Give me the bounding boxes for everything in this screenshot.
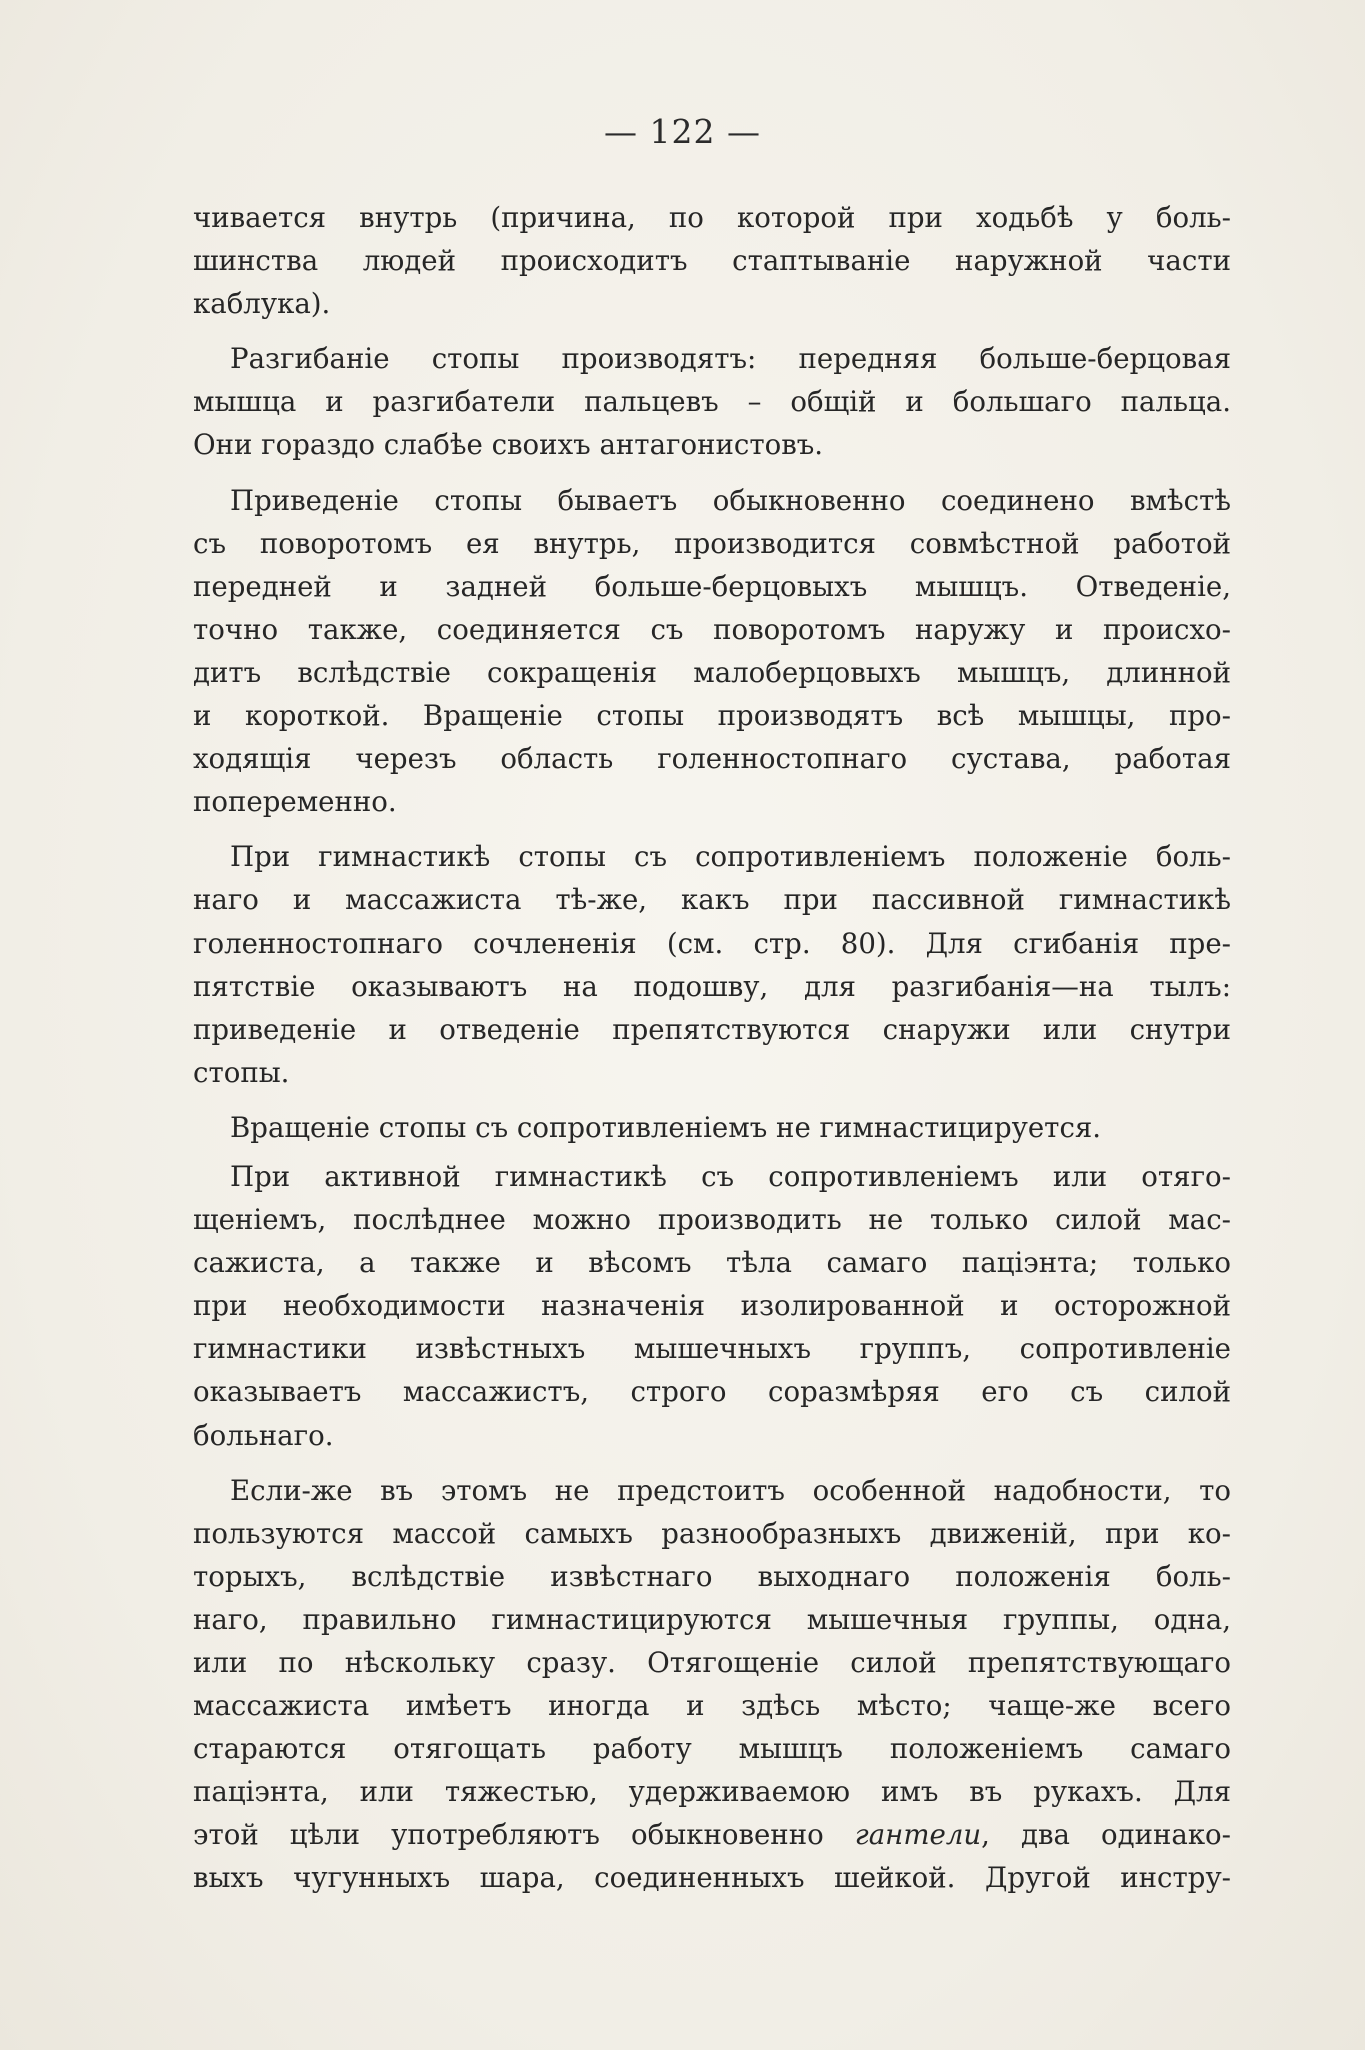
text-line: дитъ вслѣдствіе сокращенія малоберцовыхъ мышцъ, длинной — [193, 655, 1231, 689]
text-line: приведеніе и отведеніе препятствуются снаружи или снутри — [193, 1012, 1231, 1046]
text-line: пользуются массой самыхъ разнообразныхъ движеній, при ко- — [193, 1516, 1231, 1550]
text-line: Приведеніе стопы бываетъ обыкновенно соединено вмѣстѣ — [230, 483, 1231, 517]
text-line: или по нѣскольку сразу. Отягощеніе силой препятствующаго — [193, 1646, 1231, 1679]
text-line: попеременно. — [193, 785, 397, 819]
text-line: Вращеніе стопы съ сопротивленіемъ не гимнастицируется. — [230, 1110, 1102, 1144]
text-line: чивается внутрь (причина, по которой при ходьбѣ у боль- — [193, 201, 1231, 234]
text-fragment: , два одинако- — [981, 1818, 1231, 1852]
text-line: съ поворотомъ ея внутрь, производится совмѣстной работой — [193, 526, 1231, 560]
text-line: гимнастики извѣстныхъ мышечныхъ группъ, сопротивленіе — [193, 1332, 1231, 1366]
text-line: При активной гимнастикѣ съ сопротивленіемъ или отяго- — [230, 1159, 1231, 1193]
text-line: мышца и разгибатели пальцевъ – общій и большаго пальца. — [193, 385, 1231, 419]
text-line: стараются отягощать работу мышцъ положеніемъ самаго — [193, 1732, 1231, 1766]
text-line: Разгибаніе стопы производятъ: передняя больше-берцовая — [230, 342, 1231, 376]
text-line: и короткой. Вращеніе стопы производятъ всѣ мышцы, про- — [193, 699, 1231, 733]
text-line: торыхъ, вслѣдствіе извѣстнаго выходнаго положенія боль- — [193, 1559, 1231, 1593]
page-number: — 122 — — [604, 112, 761, 151]
text-line: щеніемъ, послѣднее можно производить не только силой мас- — [193, 1203, 1231, 1237]
italic-term: гантели — [854, 1818, 982, 1852]
text-line: сажиста, а также и вѣсомъ тѣла самаго паціэнта; только — [193, 1246, 1231, 1280]
text-fragment: этой цѣли употребляютъ обыкновенно — [193, 1818, 824, 1852]
text-line: массажиста имѣетъ иногда и здѣсь мѣсто; чаще-же всего — [193, 1689, 1231, 1723]
text-line: оказываетъ массажистъ, строго соразмѣряя его съ силой — [193, 1375, 1231, 1409]
text-line: шинства людей происходитъ стаптываніе наружной части — [193, 244, 1231, 278]
text-line: наго, правильно гимнастицируются мышечныя группы, одна, — [193, 1602, 1231, 1636]
text-line: пятствіе оказываютъ на подошву, для разгибанія—на тылъ: — [193, 969, 1231, 1003]
text-line: голенностопнаго сочлененія (см. стр. 80). Для сгибанія пре- — [193, 926, 1231, 960]
text-line: точно также, соединяется съ поворотомъ наружу и происхо- — [193, 612, 1231, 646]
text-line: при необходимости назначенія изолированной и осторожной — [193, 1289, 1231, 1323]
text-line: выхъ чугунныхъ шара, соединенныхъ шейкой. Другой инстру- — [193, 1861, 1231, 1895]
text-line: наго и массажиста тѣ-же, какъ при пассивной гимнастикѣ — [193, 883, 1231, 917]
text-line: стопы. — [193, 1055, 290, 1089]
body-text — [193, 196, 1231, 1900]
text-line: больнаго. — [193, 1418, 334, 1452]
text-line: При гимнастикѣ стопы съ сопротивленіемъ положеніе боль- — [230, 840, 1231, 874]
text-line: Если-же въ этомъ не предстоитъ особенной надобности, то — [230, 1473, 1231, 1507]
text-line — [193, 1813, 1231, 1856]
text-line: каблука). — [193, 287, 331, 321]
text-line: Они гораздо слабѣе своихъ антагонистовъ. — [193, 428, 824, 462]
text-line: ходящія черезъ область голенностопнаго сустава, работая — [193, 742, 1231, 776]
text-line: передней и задней больше-берцовыхъ мышцъ. Отведеніе, — [193, 569, 1231, 603]
text-line: паціэнта, или тяжестью, удерживаемою имъ въ рукахъ. Для — [193, 1775, 1231, 1809]
